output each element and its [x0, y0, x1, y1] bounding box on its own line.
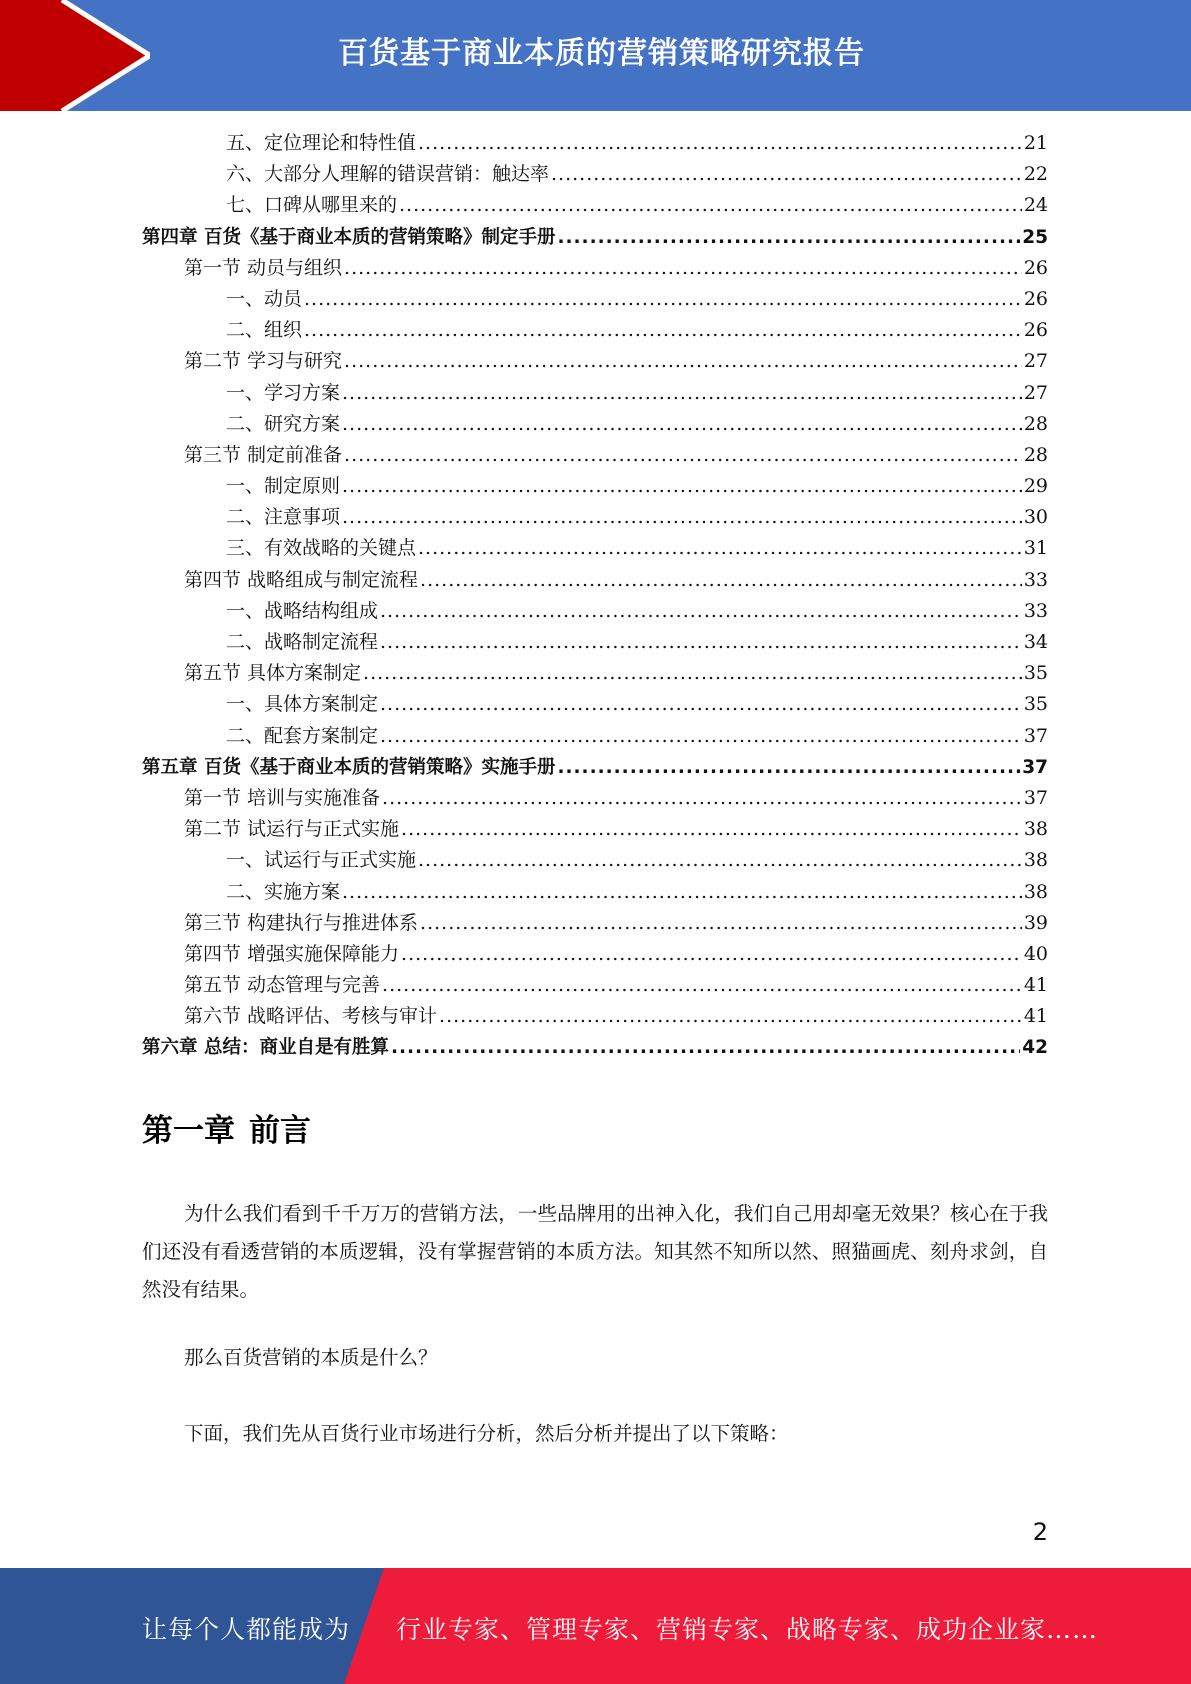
chapter-heading — [142, 1105, 311, 1150]
toc-dot-leader — [401, 939, 1022, 970]
toc-entry[interactable] — [142, 970, 1048, 1001]
toc-entry-page: 30 — [1023, 506, 1048, 529]
toc-entry-page: 40 — [1023, 942, 1048, 965]
toc-entry-title: 第二节 学习与研究 — [184, 350, 343, 373]
toc-entry-page: 28 — [1023, 443, 1048, 466]
header-banner — [0, 0, 1191, 111]
toc-entry-page: 35 — [1023, 662, 1048, 685]
toc-entry[interactable] — [142, 471, 1048, 502]
toc-entry-page: 26 — [1023, 256, 1048, 279]
paragraph-question: 那么百货营销的本质是什么？ — [184, 1346, 438, 1369]
toc-dot-leader — [380, 721, 1022, 752]
toc-entry-title: 第四节 增强实施保障能力 — [184, 942, 400, 965]
report-title: 百货基于商业本质的营销策略研究报告 — [338, 36, 865, 71]
toc-entry[interactable] — [142, 877, 1048, 908]
toc-entry-page: 21 — [1023, 132, 1048, 154]
toc-entry-title: 五、定位理论和特性值 — [226, 132, 417, 154]
toc-entry-title: 二、战略制定流程 — [226, 631, 379, 653]
toc-entry-title: 二、配套方案制定 — [226, 724, 379, 747]
toc-entry[interactable] — [142, 752, 1048, 783]
toc-dot-leader — [304, 315, 1022, 346]
toc-entry-page: 29 — [1023, 475, 1048, 498]
toc-entry[interactable] — [142, 190, 1048, 221]
toc-entry-page: 33 — [1023, 599, 1048, 622]
toc-dot-leader — [391, 1032, 1020, 1063]
footer-slogan-left: 让每个人都能成为 — [142, 1615, 351, 1644]
toc-entry-title: 二、实施方案 — [226, 880, 341, 903]
toc-dot-leader — [342, 502, 1022, 533]
toc-entry-title: 一、具体方案制定 — [226, 693, 379, 716]
chapter-title: 前言 — [249, 1113, 311, 1149]
toc-entry-title: 第二节 试运行与正式实施 — [184, 818, 400, 841]
toc-dot-leader — [382, 783, 1022, 814]
toc-entry-title: 一、动员 — [226, 287, 303, 310]
toc-entry-page: 35 — [1023, 693, 1048, 716]
toc-entry-title: 第六节 战略评估、考核与审计 — [184, 1005, 438, 1028]
toc-dot-leader — [399, 190, 1022, 221]
toc-entry[interactable] — [142, 565, 1048, 596]
toc-entry-title: 第四章 百货《基于商业本质的营销策略》制定手册 — [142, 226, 556, 248]
toc-dot-leader — [344, 253, 1022, 284]
toc-entry-title: 第五节 动态管理与完善 — [184, 974, 381, 997]
toc-entry[interactable] — [142, 1032, 1048, 1063]
toc-dot-leader — [342, 378, 1022, 409]
toc-entry-title: 二、注意事项 — [226, 506, 341, 529]
toc-dot-leader — [344, 346, 1022, 377]
toc-entry-page: 39 — [1023, 911, 1048, 934]
toc-dot-leader — [439, 1001, 1022, 1032]
toc-entry[interactable] — [142, 378, 1048, 409]
footer-banner — [0, 1568, 1191, 1684]
toc-entry-page: 38 — [1023, 818, 1048, 841]
toc-entry-title: 一、制定原则 — [226, 475, 341, 498]
toc-dot-leader — [363, 658, 1022, 689]
toc-entry[interactable] — [142, 658, 1048, 689]
toc-entry-page: 37 — [1022, 756, 1048, 778]
toc-entry-page: 41 — [1023, 974, 1048, 997]
toc-entry[interactable] — [142, 721, 1048, 752]
toc-entry-page: 38 — [1023, 849, 1048, 872]
chapter-number: 第一章 — [142, 1113, 235, 1149]
toc-entry-title: 一、战略结构组成 — [226, 599, 379, 622]
toc-entry[interactable] — [142, 783, 1048, 814]
toc-entry[interactable] — [142, 128, 1048, 159]
header-red-arrow — [0, 0, 150, 111]
paragraph-analysis: 下面，我们先从百货行业市场进行分析，然后分析并提出了以下策略： — [184, 1422, 789, 1445]
toc-dot-leader — [418, 128, 1022, 159]
toc-entry[interactable] — [142, 284, 1048, 315]
toc-dot-leader — [382, 970, 1022, 1001]
toc-entry-title: 第三节 构建执行与推进体系 — [184, 911, 419, 934]
toc-entry-title: 第六章 总结：商业自是有胜算 — [142, 1037, 389, 1059]
toc-entry[interactable] — [142, 689, 1048, 720]
toc-entry[interactable] — [142, 315, 1048, 346]
toc-dot-leader — [401, 814, 1022, 845]
toc-entry-page: 31 — [1023, 537, 1048, 560]
toc-dot-leader — [380, 689, 1022, 720]
toc-entry[interactable] — [142, 159, 1048, 190]
toc-dot-leader — [342, 877, 1022, 908]
toc-entry[interactable] — [142, 814, 1048, 845]
toc-dot-leader — [342, 409, 1022, 440]
toc-entry-title: 七、口碑从哪里来的 — [226, 194, 398, 217]
toc-dot-leader — [304, 284, 1022, 315]
toc-entry[interactable] — [142, 533, 1048, 564]
footer-slogan-right: 行业专家、管理专家、营销专家、战略专家、成功企业家…… — [396, 1615, 1099, 1644]
toc-entry[interactable] — [142, 908, 1048, 939]
toc-entry-page: 27 — [1023, 350, 1048, 373]
toc-entry-page: 37 — [1023, 786, 1048, 809]
toc-entry-title: 第一节 动员与组织 — [184, 256, 343, 279]
toc-dot-leader — [418, 845, 1022, 876]
paragraph-intro: 为什么我们看到千千万万的营销方法，一些品牌用的出神入化，我们自己用却毫无效果？核心在于我们还没有看透营销的本质逻辑，没有掌握营销的本质方法。知其然不知所以然、照猫画虎、刻舟求剑，自然没有结果。 — [142, 1202, 1048, 1301]
toc-entry[interactable] — [142, 440, 1048, 471]
toc-entry-title: 第四节 战略组成与制定流程 — [184, 568, 419, 591]
toc-dot-leader — [380, 627, 1022, 658]
toc-entry-page: 38 — [1023, 880, 1048, 903]
toc-dot-leader — [342, 471, 1022, 502]
toc-entry-page: 42 — [1022, 1037, 1048, 1059]
toc-entry[interactable] — [142, 845, 1048, 876]
toc-dot-leader — [420, 908, 1022, 939]
toc-entry-title: 第一节 培训与实施准备 — [184, 786, 381, 809]
toc-entry-title: 一、试运行与正式实施 — [226, 849, 417, 872]
toc-entry[interactable] — [142, 627, 1048, 658]
toc-dot-leader — [557, 222, 1020, 253]
toc-entry[interactable] — [142, 222, 1048, 253]
toc-entry[interactable] — [142, 939, 1048, 970]
toc-entry-title: 一、学习方案 — [226, 381, 341, 404]
toc-entry[interactable] — [142, 502, 1048, 533]
toc-dot-leader — [420, 565, 1022, 596]
toc-entry-page: 26 — [1023, 319, 1048, 342]
toc-entry-title: 六、大部分人理解的错误营销：触达率 — [226, 163, 550, 186]
toc-entry-page: 34 — [1023, 631, 1048, 653]
toc-dot-leader — [380, 596, 1022, 627]
table-of-contents — [142, 128, 1048, 1064]
toc-entry-page: 24 — [1023, 194, 1048, 217]
toc-entry-page: 37 — [1023, 724, 1048, 747]
toc-entry-page: 27 — [1023, 381, 1048, 404]
toc-entry-title: 二、研究方案 — [226, 412, 341, 435]
page-number: 2 — [1032, 1518, 1048, 1546]
toc-dot-leader — [557, 752, 1020, 783]
toc-entry-title: 二、组织 — [226, 319, 303, 342]
toc-entry-page: 41 — [1023, 1005, 1048, 1028]
toc-dot-leader — [418, 533, 1022, 564]
toc-dot-leader — [551, 159, 1022, 190]
toc-entry[interactable] — [142, 409, 1048, 440]
toc-entry-page: 28 — [1023, 412, 1048, 435]
toc-entry[interactable] — [142, 346, 1048, 377]
toc-entry-title: 三、有效战略的关键点 — [226, 537, 417, 560]
toc-entry-page: 25 — [1022, 226, 1048, 248]
toc-entry[interactable] — [142, 596, 1048, 627]
toc-entry-title: 第五章 百货《基于商业本质的营销策略》实施手册 — [142, 756, 556, 778]
toc-entry-title: 第五节 具体方案制定 — [184, 662, 362, 685]
toc-entry-title: 第三节 制定前准备 — [184, 443, 343, 466]
toc-entry[interactable] — [142, 1001, 1048, 1032]
toc-entry-page: 33 — [1023, 568, 1048, 591]
toc-entry-page: 22 — [1023, 163, 1048, 186]
toc-dot-leader — [344, 440, 1022, 471]
toc-entry[interactable] — [142, 253, 1048, 284]
toc-entry-page: 26 — [1023, 287, 1048, 310]
